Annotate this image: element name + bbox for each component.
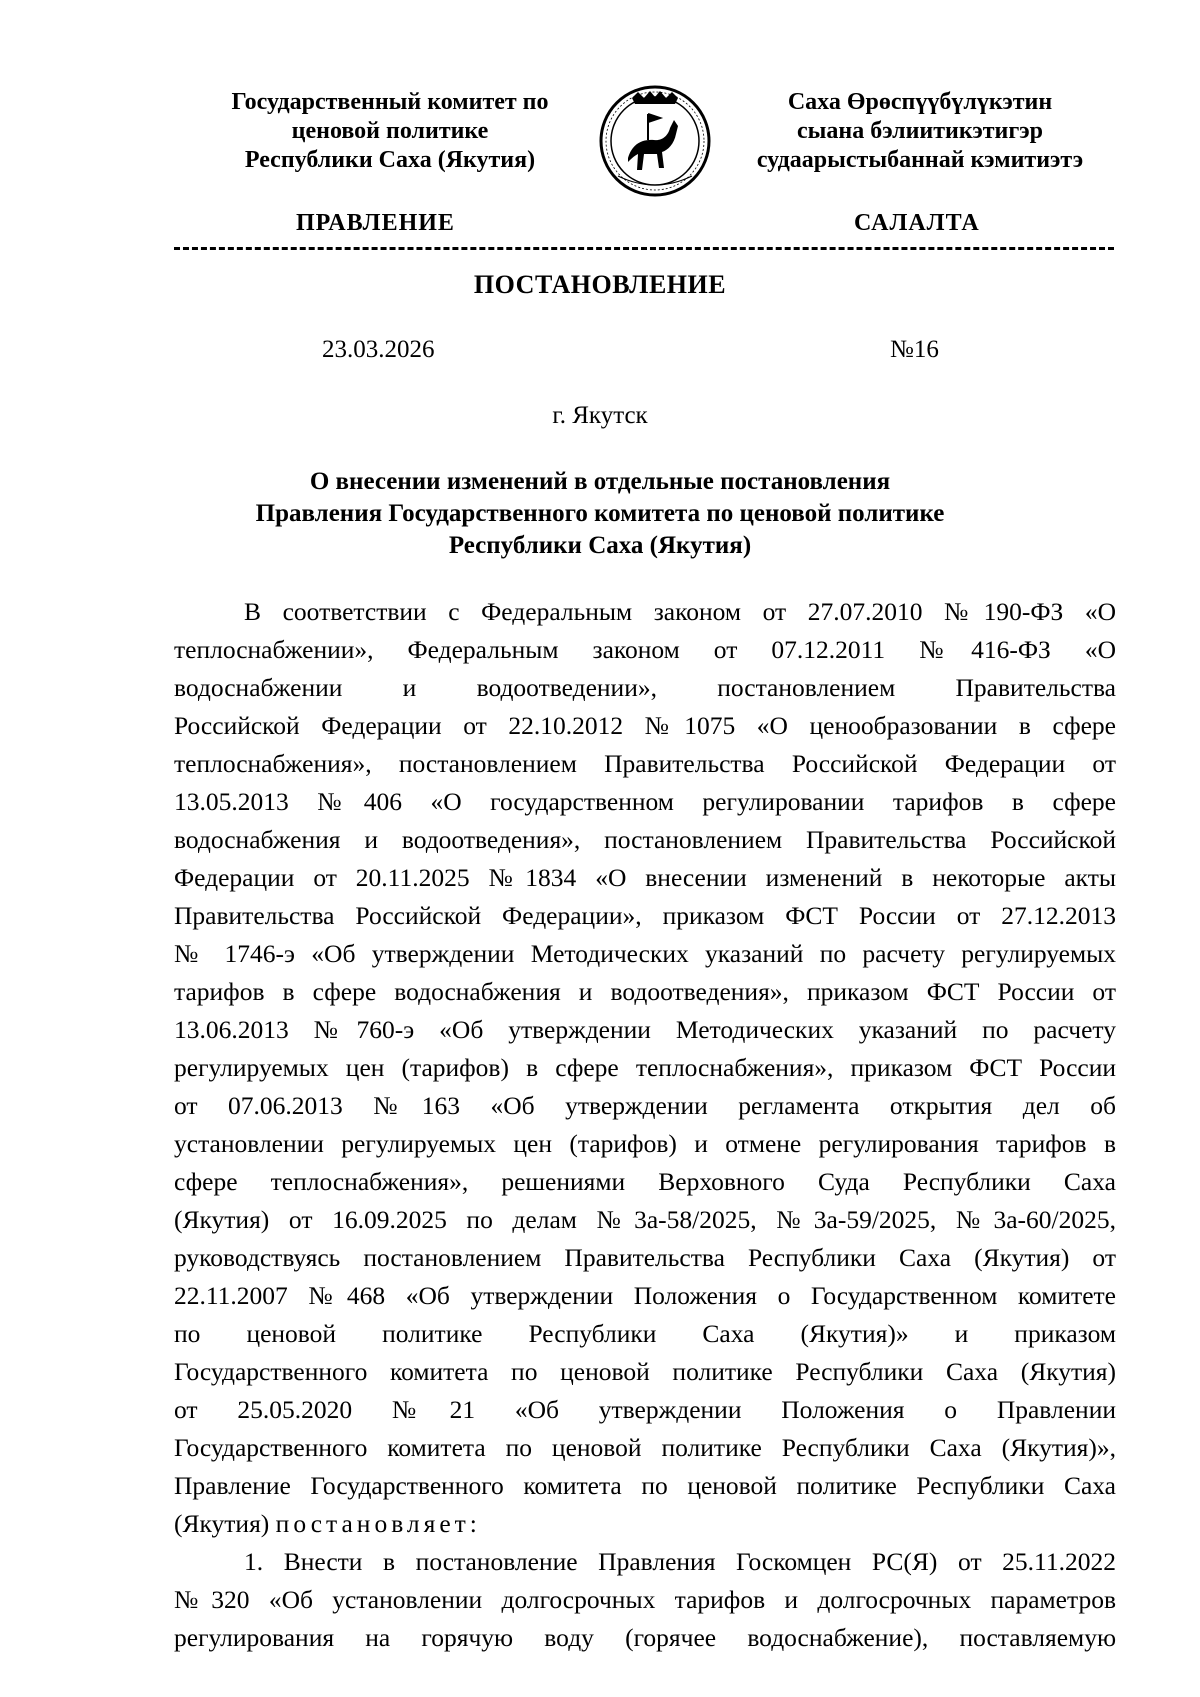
body-line: регулирования на горячую воду (горячее водоснабжение), поставляемую (174, 1623, 1116, 1652)
document-title (150, 466, 1050, 562)
header-divider (174, 247, 1114, 250)
title-line: О внесении изменений в отдельные постановления (309, 468, 891, 495)
body-line: теплоснабжении», Федеральным законом от 07.12.2011 №416-ФЗ «О (174, 635, 1116, 664)
board-label-sakha: САЛАЛТА (854, 210, 980, 236)
decree-word: постановляет: (275, 1509, 481, 1538)
body-line: руководствуясь постановлением Правительства Республики Саха (Якутия) от (174, 1243, 1116, 1272)
body-line: (Якутия) от 16.09.2025 по делам №3а-58/2025, №3а-59/2025, №3а-60/2025, (174, 1205, 1116, 1234)
org-name-sakha (720, 88, 1120, 175)
body-line: Государственного комитета по ценовой политике Республики Саха (Якутия) (174, 1357, 1116, 1386)
org-name-russian (190, 88, 590, 175)
org-line: судаарыстыбаннай кэмитиэтэ (756, 147, 1084, 173)
document-body (174, 593, 1116, 1657)
document-city: г. Якутск (552, 402, 648, 429)
org-line: сыана бэлиитикэтигэр (796, 118, 1043, 144)
body-line: регулируемых цен (тарифов) в сфере теплоснабжения», приказом ФСТ России (174, 1053, 1116, 1082)
org-line: Государственный комитет по (231, 89, 549, 115)
org-line: Саха Өрөспүүбүлүкэтин (787, 89, 1053, 115)
body-line: от 25.05.2020 №21 «Об утверждении Положения о Правлении (174, 1395, 1116, 1424)
body-line: сфере теплоснабжения», решениями Верховного Суда Республики Саха (174, 1167, 1116, 1196)
body-line: тарифов в сфере водоснабжения и водоотведения», приказом ФСТ России от (174, 977, 1116, 1006)
body-line: 22.11.2007 №468 «Об утверждении Положения о Государственном комитете (174, 1281, 1116, 1310)
body-line: Российской Федерации от 22.10.2012 №1075 «О ценообразовании в сфере (174, 711, 1116, 740)
document-number: №16 (890, 336, 939, 363)
document-type: ПОСТАНОВЛЕНИЕ (473, 270, 727, 299)
sakha-republic-emblem-icon (598, 84, 712, 198)
body-line: водоснабжения и водоотведения», постановлением Правительства Российской (174, 825, 1116, 854)
body-line: водоснабжении и водоотведении», постановлением Правительства (174, 673, 1116, 702)
body-line: Правление Государственного комитета по ценовой политике Республики Саха (174, 1471, 1116, 1500)
body-line: №320 «Об установлении долгосрочных тарифов и долгосрочных параметров (174, 1585, 1116, 1614)
body-line: по ценовой политике Республики Саха (Якутия)» и приказом (174, 1319, 1116, 1348)
body-line: № 1746-э «Об утверждении Методических указаний по расчету регулируемых (174, 939, 1116, 968)
body-line-prefix: (Якутия) (174, 1509, 270, 1538)
body-line-last (174, 1505, 1116, 1543)
body-line: установлении регулируемых цен (тарифов) и отмене регулирования тарифов в (174, 1129, 1116, 1158)
title-line: Республики Саха (Якутия) (448, 532, 752, 559)
body-line: теплоснабжения», постановлением Правительства Российской Федерации от (174, 749, 1116, 778)
board-label-russian: ПРАВЛЕНИЕ (296, 210, 455, 236)
body-line: 1. Внести в постановление Правления Госкомцен РС(Я) от 25.11.2022 (244, 1547, 1116, 1576)
body-line: Правительства Российской Федерации», приказом ФСТ России от 27.12.2013 (174, 901, 1116, 930)
body-line: 13.06.2013 №760-э «Об утверждении Методических указаний по расчету (174, 1015, 1116, 1044)
body-line: 13.05.2013 №406 «О государственном регулировании тарифов в сфере (174, 787, 1116, 816)
title-line: Правления Государственного комитета по ценовой политике (255, 500, 945, 527)
body-line: В соответствии с Федеральным законом от 27.07.2010 №190-ФЗ «О (244, 597, 1116, 626)
document-date: 23.03.2026 (322, 336, 435, 363)
org-line: Республики Саха (Якутия) (244, 147, 536, 173)
org-line: ценовой политике (291, 118, 489, 144)
body-line: Федерации от 20.11.2025 №1834 «О внесении изменений в некоторые акты (174, 863, 1116, 892)
body-line: Государственного комитета по ценовой политике Республики Саха (Якутия)», (174, 1433, 1116, 1462)
body-line: от 07.06.2013 №163 «Об утверждении регламента открытия дел об (174, 1091, 1116, 1120)
